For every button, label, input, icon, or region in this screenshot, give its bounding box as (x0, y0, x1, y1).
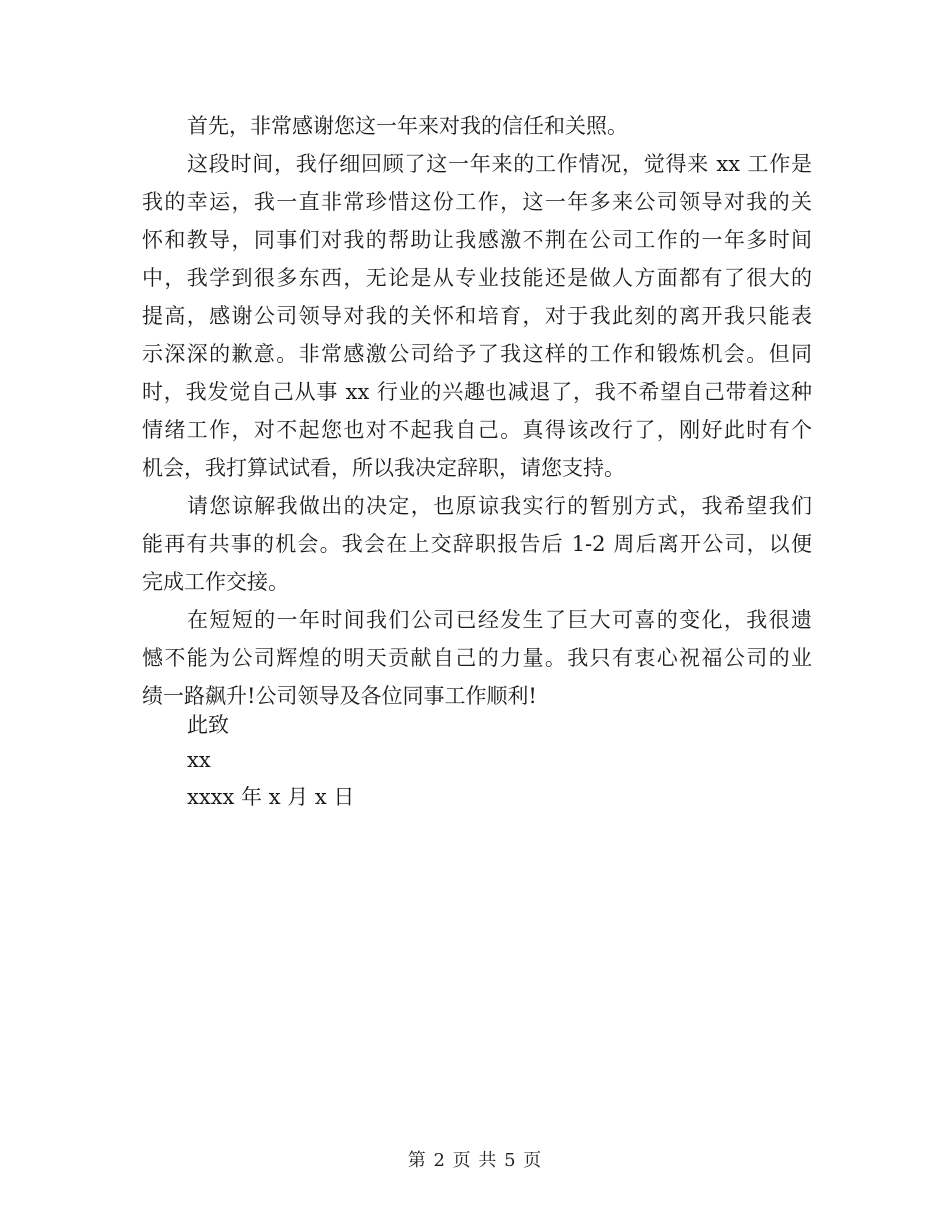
paragraph-line: 这段时间，我仔细回顾了这一年来的工作情况，觉得来 xx 工作是 (187, 152, 812, 176)
paragraph-line: 我的幸运，我一直非常珍惜这份工作，这一年多来公司领导对我的关 (142, 190, 812, 214)
paragraph-line: 怀和教导，同事们对我的帮助让我感激不荆在公司工作的一年多时间 (142, 228, 812, 252)
closing-salutation: 此致 (187, 713, 229, 737)
signature-date: xxxx 年 x 月 x 日 (187, 785, 355, 809)
paragraph-line: 请您谅解我做出的决定，也原谅我实行的暂别方式，我希望我们 (187, 494, 812, 518)
paragraph-line: 中，我学到很多东西，无论是从专业技能还是做人方面都有了很大的 (142, 266, 812, 290)
paragraph-line: 憾不能为公司辉煌的明天贡献自己的力量。我只有衷心祝福公司的业 (142, 646, 812, 670)
page-number-footer: 第 2 页 共 5 页 (407, 1150, 543, 1171)
paragraph-line: 时，我发觉自己从事 xx 行业的兴趣也减退了，我不希望自己带着这种 (142, 380, 812, 404)
signature-name: xx (187, 748, 211, 772)
paragraph-line: 首先，非常感谢您这一年来对我的信任和关照。 (187, 114, 628, 138)
paragraph-line: 示深深的歉意。非常感激公司给予了我这样的工作和锻炼机会。但同 (142, 342, 812, 366)
paragraph-line: 机会，我打算试试看，所以我决定辞职，请您支持。 (142, 456, 625, 480)
paragraph-line: 提高，感谢公司领导对我的关怀和培育，对于我此刻的离开我只能表 (142, 304, 812, 328)
paragraph-line: 绩一路飙升!公司领导及各位同事工作顺利! (142, 684, 537, 708)
paragraph-line: 能再有共事的机会。我会在上交辞职报告后 1-2 周后离开公司，以便 (142, 532, 812, 556)
paragraph-line: 情绪工作，对不起您也对不起我自己。真得该改行了，刚好此时有个 (142, 418, 812, 442)
paragraph-line: 完成工作交接。 (142, 570, 289, 594)
paragraph-line: 在短短的一年时间我们公司已经发生了巨大可喜的变化，我很遗 (187, 608, 812, 632)
